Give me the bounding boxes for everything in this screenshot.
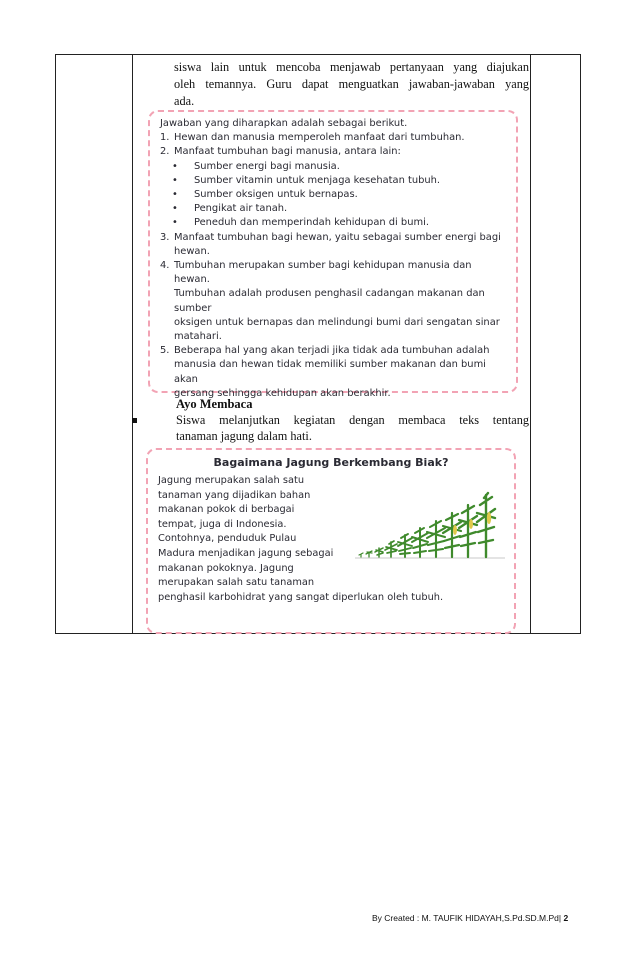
intro-line: siswa lain untuk mencoba menjawab pertanyaan yang diajukan: [174, 60, 529, 74]
answer-item: [160, 145, 508, 159]
reading-text: [158, 474, 444, 605]
section-title: Ayo Membaca: [176, 397, 253, 411]
answer-item: [160, 259, 508, 287]
bullet-item: [160, 188, 508, 202]
item-text: Beberapa hal yang akan terjadi jika tidak ada tumbuhan adalah: [174, 345, 490, 357]
answer-item: [160, 231, 508, 245]
reading-line: makanan pokok di berbagai: [158, 504, 295, 516]
item-text: Tumbuhan adalah produsen penghasil cadangan makanan dan sumber: [174, 288, 485, 314]
item-number: 2.: [160, 146, 170, 158]
reading-line: Jagung merupakan salah satu: [158, 475, 305, 486]
reading-line: Contohnya, penduduk Pulau: [158, 533, 297, 545]
item-number: 5.: [160, 345, 170, 357]
bullet-item: [160, 216, 508, 230]
footer-credit: By Created : M. TAUFIK HIDAYAH,S.Pd.SD.M.Pd|: [372, 913, 562, 923]
item-number: 3.: [160, 231, 170, 243]
reading-line: Madura menjadikan jagung sebagai: [158, 547, 334, 559]
bullet-item: [160, 174, 508, 188]
bullet-text: Sumber energi bagi manusia.: [194, 160, 340, 172]
bullet-item: [160, 202, 508, 216]
bullet-dot: •: [172, 174, 178, 186]
bullet-item: [160, 160, 508, 174]
reading-title: Bagaimana Jagung Berkembang Biak?: [213, 456, 449, 469]
item-text: gersang sehingga kehidupan akan berakhir.: [174, 387, 391, 399]
answer-box: [148, 110, 518, 399]
item-text: oksigen untuk bernapas dan melindungi bumi dari sengatan sinar: [174, 316, 500, 328]
column-divider-2: [530, 55, 531, 633]
reading-line: penghasil karbohidrat yang sangat diperlukan oleh tubuh.: [158, 591, 444, 603]
corn-growth-illustration-icon: [355, 490, 505, 560]
bullet-dot: •: [172, 217, 178, 229]
bullet-text: Sumber oksigen untuk bernapas.: [194, 189, 358, 201]
bullet-text: Pengikat air tanah.: [194, 203, 288, 215]
item-text: matahari.: [174, 331, 222, 343]
instruction-text: [176, 412, 529, 444]
reading-line: tempat, juga di Indonesia.: [158, 518, 287, 530]
intro-paragraph: [174, 59, 529, 110]
bullet-text: Sumber vitamin untuk menjaga kesehatan tubuh.: [194, 174, 441, 186]
item-number: 1.: [160, 132, 170, 144]
reading-line: merupakan salah satu tanaman: [158, 577, 315, 589]
page-number: 2: [563, 913, 569, 923]
intro-line: oleh temannya. Guru dapat menguatkan jawaban-jawaban yang: [174, 77, 529, 91]
bullet-dot: •: [172, 160, 178, 172]
item-text: Hewan dan manusia memperoleh manfaat dari tumbuhan.: [174, 132, 465, 144]
answer-heading: Jawaban yang diharapkan adalah sebagai berikut.: [160, 118, 408, 129]
square-bullet-icon: [132, 418, 137, 423]
bullet-dot: •: [172, 189, 178, 201]
instruction-line: tanaman jagung dalam hati.: [176, 429, 312, 443]
bullet-text: Peneduh dan memperindah kehidupan di bumi.: [194, 217, 429, 229]
bullet-dot: •: [172, 203, 178, 215]
item-text: Manfaat tumbuhan bagi hewan, yaitu sebagai sumber energi bagi: [174, 231, 501, 243]
page-footer: [372, 913, 568, 923]
intro-line: ada.: [174, 94, 195, 108]
item-text: manusia dan hewan tidak memiliki sumber makanan dan bumi akan: [174, 359, 486, 385]
answer-item: [160, 344, 508, 358]
instruction-line: Siswa melanjutkan kegiatan dengan membaca teks tentang: [176, 413, 529, 427]
column-divider-1: [132, 55, 133, 633]
item-text: hewan.: [174, 245, 210, 257]
reading-line: makanan pokoknya. Jagung: [158, 562, 294, 574]
reading-line: tanaman yang dijadikan bahan: [158, 489, 311, 501]
answer-item: [160, 131, 508, 145]
item-text: Tumbuhan merupakan sumber bagi kehidupan manusia dan hewan.: [174, 260, 472, 286]
item-number: 4.: [160, 260, 170, 272]
item-text: Manfaat tumbuhan bagi manusia, antara lain:: [174, 146, 401, 158]
